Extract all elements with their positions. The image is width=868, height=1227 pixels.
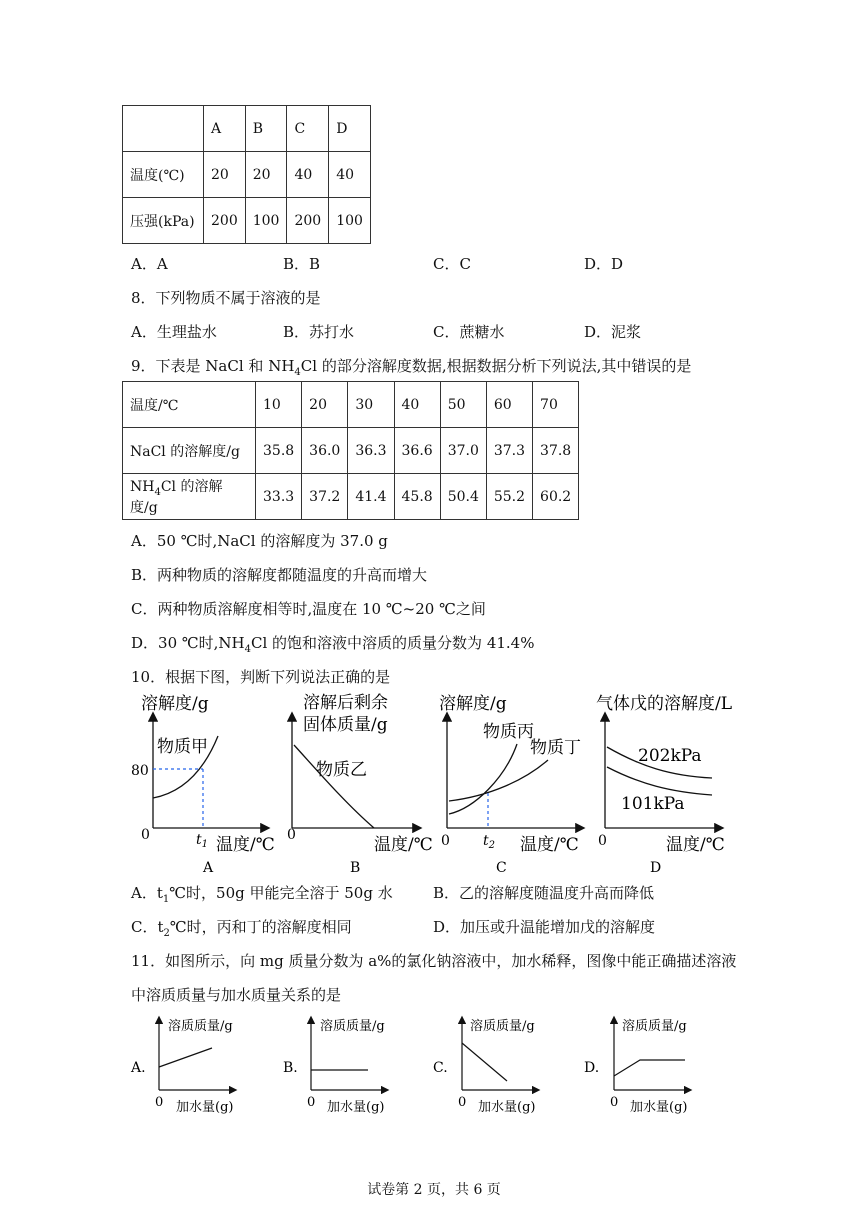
graph-c [439,694,583,876]
graph-d [596,694,732,876]
q7-option-d[interactable]: D．D [584,255,624,273]
q11-graph-d-xlabel: 加水量(g) [630,1100,688,1115]
graph-c-xlabel: 温度/℃ [520,835,579,855]
q7-cell: 40 [287,152,329,198]
q11-graph-d-ylabel: 溶质质量/g [622,1019,687,1034]
graph-c-origin: 0 [441,833,450,849]
graph-a-ylabel: 溶解度/g [141,694,209,714]
graph-b-xlabel: 温度/℃ [374,835,433,855]
q9-nacl-cell: 36.6 [394,428,440,474]
q9-header-cell: 40 [394,382,440,428]
q8-stem: 8．下列物质不属于溶液的是 [131,289,321,307]
curve-d-101 [607,767,712,795]
q9-nacl-cell: 36.3 [348,428,394,474]
q9-nacl-label: NaCl 的溶解度/g [123,428,256,474]
q7-cell: 100 [245,198,287,244]
q7-option-c[interactable]: C．C [433,255,471,273]
q11-option-a-label: A. [131,1060,146,1076]
graph-b-origin: 0 [287,827,296,843]
q11-graph-a-origin: 0 [155,1095,164,1110]
graph-a-origin: 0 [141,827,150,843]
q11-stem-line1: 11．如图所示，向 mg 质量分数为 a%的氯化钠溶液中，加水稀释，图像中能正确描述溶液 [131,952,737,970]
graph-d-curve2-label: 101kPa [621,794,685,814]
q9-nacl-cell: 35.8 [256,428,302,474]
q8-option-a[interactable]: A．生理盐水 [131,323,217,341]
graph-a-caption: A [203,860,214,876]
q7-header-cell [123,106,204,152]
q7-cell: 100 [329,198,371,244]
graph-d-curve1-label: 202kPa [638,746,702,766]
q9-header-cell: 60 [486,382,532,428]
graph-c-caption: C [496,860,507,876]
q11-graph-c[interactable] [433,1018,538,1115]
q11-graph-d[interactable] [584,1018,690,1115]
q7-cell: 40 [329,152,371,198]
curve-c-bing [449,744,517,814]
graph-d-caption: D [650,860,662,876]
q11-option-d-label: D. [584,1060,600,1076]
q10-graphs [0,688,868,878]
q11-option-c-label: C. [433,1060,448,1076]
q9-header-label: 温度/℃ [123,382,256,428]
curve-c-ding [449,760,548,801]
q9-nh4cl-cell: 33.3 [256,474,302,520]
q11-graph-a-xlabel: 加水量(g) [176,1100,234,1115]
graph-c-curve2-label: 物质丁 [530,738,581,758]
q7-header-cell: C [287,106,329,152]
q7-table [122,105,371,244]
graph-a [131,694,275,876]
q7-cell: 20 [204,152,246,198]
q9-nh4cl-cell: 50.4 [440,474,486,520]
q11-graph-c-ylabel: 溶质质量/g [470,1019,535,1034]
curve-b [294,745,374,828]
q7-cell: 200 [204,198,246,244]
graph-a-xlabel: 温度/℃ [216,835,275,855]
q9-nacl-cell: 37.3 [486,428,532,474]
q7-header-cell: A [204,106,246,152]
q9-header-cell: 10 [256,382,302,428]
q11-graph-b-origin: 0 [307,1095,316,1110]
graph-a-curve-label: 物质甲 [157,737,208,757]
q9-nacl-cell: 37.0 [440,428,486,474]
q9-nh4cl-cell: 55.2 [486,474,532,520]
graph-b-ylabel-line1: 溶解后剩余 [303,693,388,713]
q7-header-cell: B [245,106,287,152]
q11-graphs [0,1010,868,1120]
q7-cell: 200 [287,198,329,244]
q11-graph-b[interactable] [283,1018,387,1115]
q11-option-b-label: B. [283,1060,298,1076]
q9-nacl-cell: 37.8 [533,428,579,474]
q9-nh4cl-cell: 37.2 [302,474,348,520]
graph-b-caption: B [350,860,361,876]
q9-header-cell: 20 [302,382,348,428]
q9-option-c[interactable]: C．两种物质溶解度相等时,温度在 10 ℃~20 ℃之间 [131,600,486,618]
graph-b-ylabel-line2: 固体质量/g [303,715,388,735]
q9-header-cell: 30 [348,382,394,428]
q7-header-cell: D [329,106,371,152]
graph-c-t: $t_2$ [483,833,496,851]
graph-d-ylabel: 气体戊的溶解度/L [596,694,733,714]
q7-cell: 温度(℃) [123,152,204,198]
q10-option-b[interactable]: B．乙的溶解度随温度升高而降低 [433,884,655,902]
q7-option-a[interactable]: A．A [131,255,168,273]
q9-header-cell: 70 [533,382,579,428]
q11-graph-a-ylabel: 溶质质量/g [168,1019,233,1034]
q8-option-d[interactable]: D．泥浆 [584,323,642,341]
q7-option-b[interactable]: B．B [283,255,321,273]
q11-graph-d-origin: 0 [610,1095,619,1110]
q10-option-a[interactable]: A．$t_1℃$时，50g 甲能完全溶于 50g 水 [131,884,393,905]
q9-option-d[interactable]: D．30 ℃时$,NH_4Cl$ 的饱和溶液中溶质的质量分数为 41.4% [131,634,535,655]
q9-stem: 9．下表是 NaCl 和 $NH_4Cl$ 的部分溶解度数据,根据数据分析下列说法,其中错误的是 [131,357,692,378]
q9-nh4cl-cell: 60.2 [533,474,579,520]
q11-graph-c-xlabel: 加水量(g) [478,1100,536,1115]
q11-graph-c-origin: 0 [458,1095,467,1110]
graph-d-xlabel: 温度/℃ [666,835,725,855]
graph-d-origin: 0 [598,833,607,849]
q7-cell: 20 [245,152,287,198]
q10-option-c[interactable]: C．$t_2℃$时，丙和丁的溶解度相同 [131,918,352,939]
q11-graph-b-ylabel: 溶质质量/g [320,1019,385,1034]
graph-a-t: $t_1$ [196,832,209,850]
q10-stem: 10．根据下图，判断下列说法正确的是 [131,668,391,686]
graph-c-curve1-label: 物质丙 [483,722,534,742]
q9-nacl-cell: 36.0 [302,428,348,474]
q9-nh4cl-cell: 41.4 [348,474,394,520]
q11-stem-line2: 中溶质质量与加水质量关系的是 [131,986,342,1004]
q9-option-b[interactable]: B．两种物质的溶解度都随温度的升高而增大 [131,566,428,584]
page-footer: 试卷第 2 页，共 6 页 [367,1182,501,1198]
graph-c-ylabel: 溶解度/g [439,694,507,714]
q9-header-cell: 50 [440,382,486,428]
q9-option-a[interactable]: A．50 ℃时,NaCl 的溶解度为 37.0 g [131,532,388,550]
q11-graph-b-xlabel: 加水量(g) [327,1100,385,1115]
q9-nh4cl-label: $NH_4Cl$ 的溶解度/g [123,474,256,520]
q8-option-c[interactable]: C．蔗糖水 [433,323,505,341]
graph-b-curve-label: 物质乙 [316,760,367,780]
graph-b [287,693,433,876]
q10-option-d[interactable]: D．加压或升温能增加戊的溶解度 [433,918,656,936]
q9-nh4cl-cell: 45.8 [394,474,440,520]
q9-table [122,381,579,520]
q11-graph-a[interactable] [130,1018,235,1115]
q7-cell: 压强(kPa) [123,198,204,244]
graph-a-tick-y: 80 [131,763,149,779]
q8-option-b[interactable]: B．苏打水 [283,323,355,341]
